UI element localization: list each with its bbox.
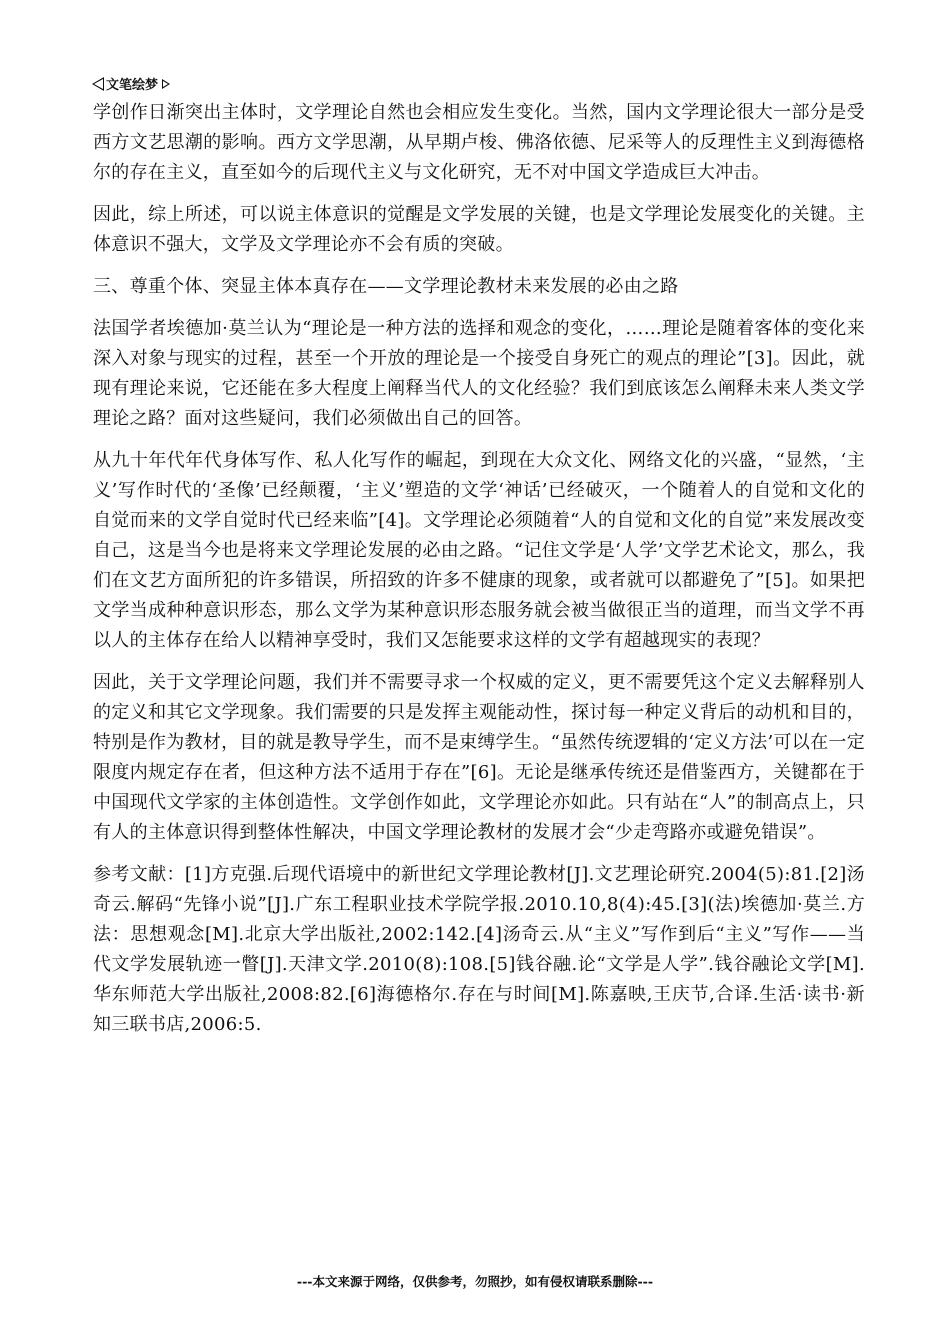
page-footer: ---本文来源于网络，仅供参考，勿照抄，如有侵权请联系删除--- xyxy=(296,1274,654,1289)
right-triangle-icon xyxy=(162,79,170,89)
section-heading: 三、尊重个体、突显主体本真存在——文学理论教材未来发展的必由之路 xyxy=(93,276,679,297)
page-header xyxy=(92,74,170,93)
paragraph: 法国学者埃德加·莫兰认为“理论是一种方法的选择和观念的变化，……理论是随着客体的变化来深入对象与现实的过程，甚至一个开放的理论是一个接受自身死亡的观点的理论”[3]。因此，就现有理论来说，它还能在多大程度上阐释当代人的文化经验？我们到底该怎么阐释未来人类文学理论之路？面对这些疑问，我们必须做出自己的回答。 xyxy=(93,318,865,429)
document-body xyxy=(93,98,865,1052)
paragraph: 从九十年代年代身体写作、私人化写作的崛起，到现在大众文化、网络文化的兴盛，“显然，‘主义’写作时代的‘圣像’已经颠覆，‘主义’塑造的文学‘神话’已经破灭，一个随着人的自觉和文化的自觉而来的文学自觉时代已经来临”[4]。文学理论必须随着“人的自觉和文化的自觉”来发展改变自己，这是当今也是将来文学理论发展的必由之路。“记住文学是‘人学’文学艺术论文，那么，我们在文艺方面所犯的许多错误，所招致的许多不健康的现象，或者就可以都避免了”[5]。如果把文学当成种种意识形态，那么文学为某种意识形态服务就会被当做很正当的道理，而当文学不再以人的主体存在给人以精神享受时，我们又怎能要求这样的文学有超越现实的表现？ xyxy=(93,450,865,651)
paragraph: 学创作日渐突出主体时，文学理论自然也会相应发生变化。当然，国内文学理论很大一部分是受西方文艺思潮的影响。西方文学思潮，从早期卢梭、佛洛依德、尼采等人的反理性主义到海德格尔的存在主义，直至如今的后现代主义与文化研究，无不对中国文学造成巨大冲击。 xyxy=(93,102,865,183)
references: 参考文献：[1]方克强.后现代语境中的新世纪文学理论教材[J].文艺理论研究.2004(5):81.[2]汤奇云.解码“先锋小说”[J].广东工程职业技术学院学报.2010.10,8(4):45.[3](法)埃德加·莫兰.方法：思想观念[M].北京大学出版社,2002:142.[4]汤奇云.从“主义”写作到后“主义”写作——当代文学发展轨迹一瞥[J].天津文学.2010(8):108.[5]钱谷融.论“文学是人学”.钱谷融论文学[M].华东师范大学出版社,2008:82.[6]海德格尔.存在与时间[M].陈嘉映,王庆节,合译.生活·读书·新知三联书店,2006:5. xyxy=(93,864,865,1035)
header-title: 文笔绘梦 xyxy=(106,78,159,93)
paragraph: 因此，综上所述，可以说主体意识的觉醒是文学发展的关键，也是文学理论发展变化的关键。主体意识不强大，文学及文学理论亦不会有质的突破。 xyxy=(93,204,865,255)
left-triangle-icon xyxy=(92,77,104,91)
paragraph: 因此，关于文学理论问题，我们并不需要寻求一个权威的定义，更不需要凭这个定义去解释别人的定义和其它文学现象。我们需要的只是发挥主观能动性，探讨每一种定义背后的动机和目的，特别是作为教材，目的就是教导学生，而不是束缚学生。“虽然传统逻辑的‘定义方法’可以在一定限度内规定存在者，但这种方法不适用于存在”[6]。无论是继承传统还是借鉴西方，关键都在于中国现代文学家的主体创造性。文学创作如此，文学理论亦如此。只有站在“人”的制高点上，只有人的主体意识得到整体性解决，中国文学理论教材的发展才会“少走弯路亦或避免错误”。 xyxy=(93,672,865,843)
